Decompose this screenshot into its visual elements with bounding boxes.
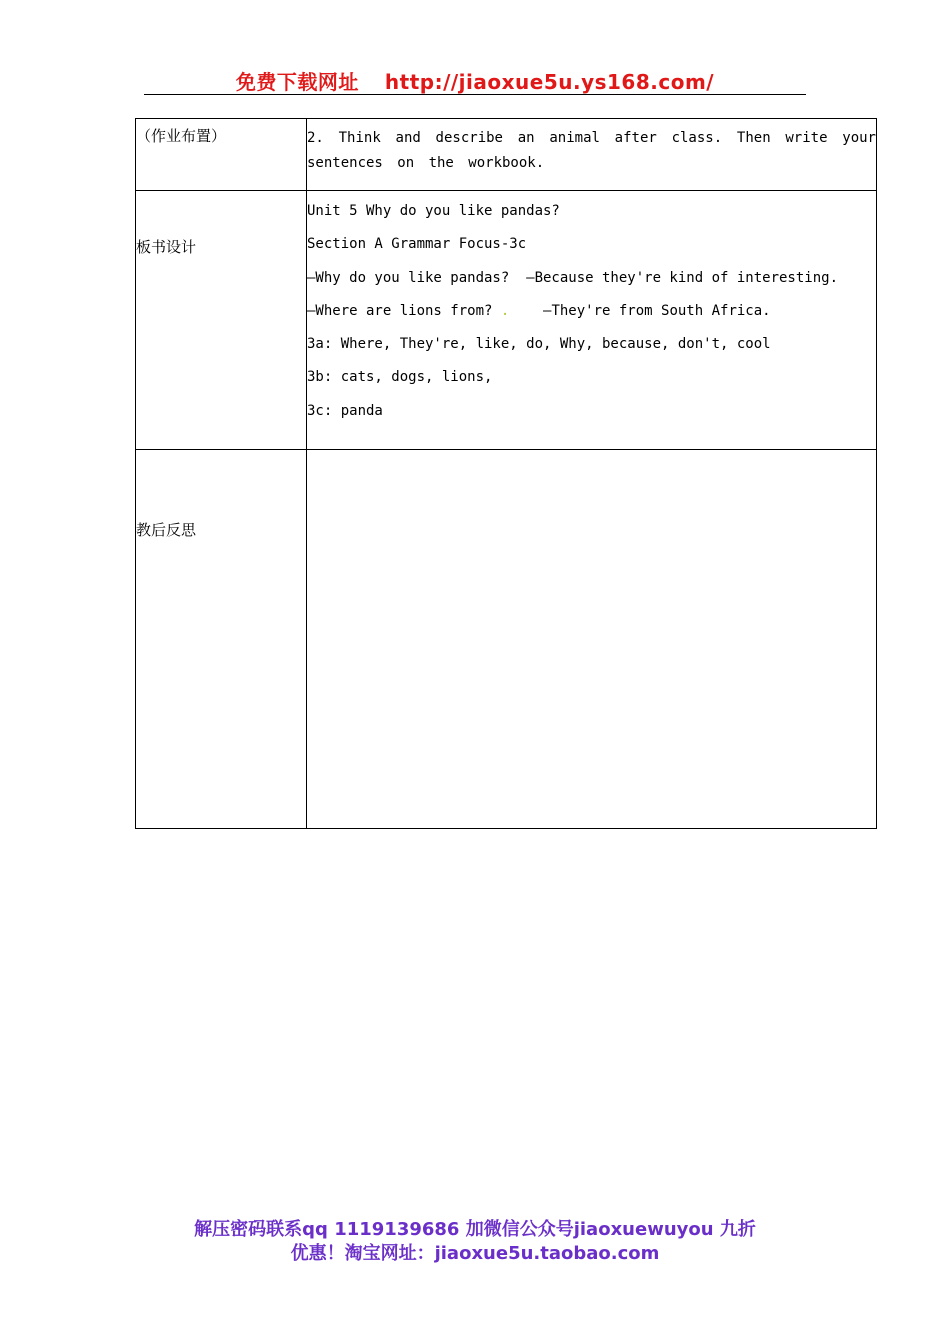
board-design-content-cell bbox=[307, 191, 877, 450]
board-line-3a: 3a: Where, They're, like, do, Why, because, don't, cool bbox=[307, 336, 771, 353]
header-url[interactable]: http://jiaoxue5u.ys168.com/ bbox=[384, 70, 715, 94]
board-line-question: —Where are lions from? bbox=[307, 302, 493, 319]
homework-text: 2. Think and describe an animal after class. Then write your sentences on the workbook. bbox=[307, 130, 876, 171]
board-line-answer: —They're from South Africa. bbox=[543, 302, 771, 319]
homework-label-cell bbox=[136, 119, 307, 191]
page-header bbox=[0, 66, 950, 95]
page-footer bbox=[0, 1218, 950, 1266]
board-line-section: Section A Grammar Focus-3c bbox=[307, 236, 527, 253]
homework-label: （作业布置） bbox=[136, 127, 227, 145]
reflection-label-cell bbox=[136, 450, 307, 829]
reflection-label: 教后反思 bbox=[136, 521, 197, 539]
board-design-row bbox=[136, 191, 877, 450]
board-design-lines bbox=[307, 195, 876, 428]
footer-line-1: 解压密码联系qq 1119139686 加微信公众号jiaoxuewuyou 九折 bbox=[194, 1219, 756, 1240]
board-design-label: 板书设计 bbox=[136, 238, 197, 256]
board-line-dialog-2 bbox=[307, 295, 876, 328]
reflection-row bbox=[136, 450, 877, 829]
reflection-content-cell bbox=[307, 450, 877, 829]
header-label: 免费下载网址 bbox=[235, 70, 359, 94]
footer-line-2: 优惠！淘宝网址：jiaoxue5u.taobao.com bbox=[290, 1243, 660, 1264]
board-line-dialog-1: —Why do you like pandas? —Because they're kind of interesting. bbox=[307, 269, 839, 286]
board-line-3b: 3b: cats, dogs, lions, bbox=[307, 369, 493, 386]
homework-content-cell bbox=[307, 119, 877, 191]
board-design-label-cell bbox=[136, 191, 307, 450]
header-divider bbox=[144, 94, 806, 95]
lesson-plan-table bbox=[135, 118, 877, 829]
homework-row bbox=[136, 119, 877, 191]
board-line-3c: 3c: panda bbox=[307, 402, 383, 419]
board-line-title: Unit 5 Why do you like pandas? bbox=[307, 203, 560, 219]
stray-dot: . bbox=[492, 302, 544, 319]
